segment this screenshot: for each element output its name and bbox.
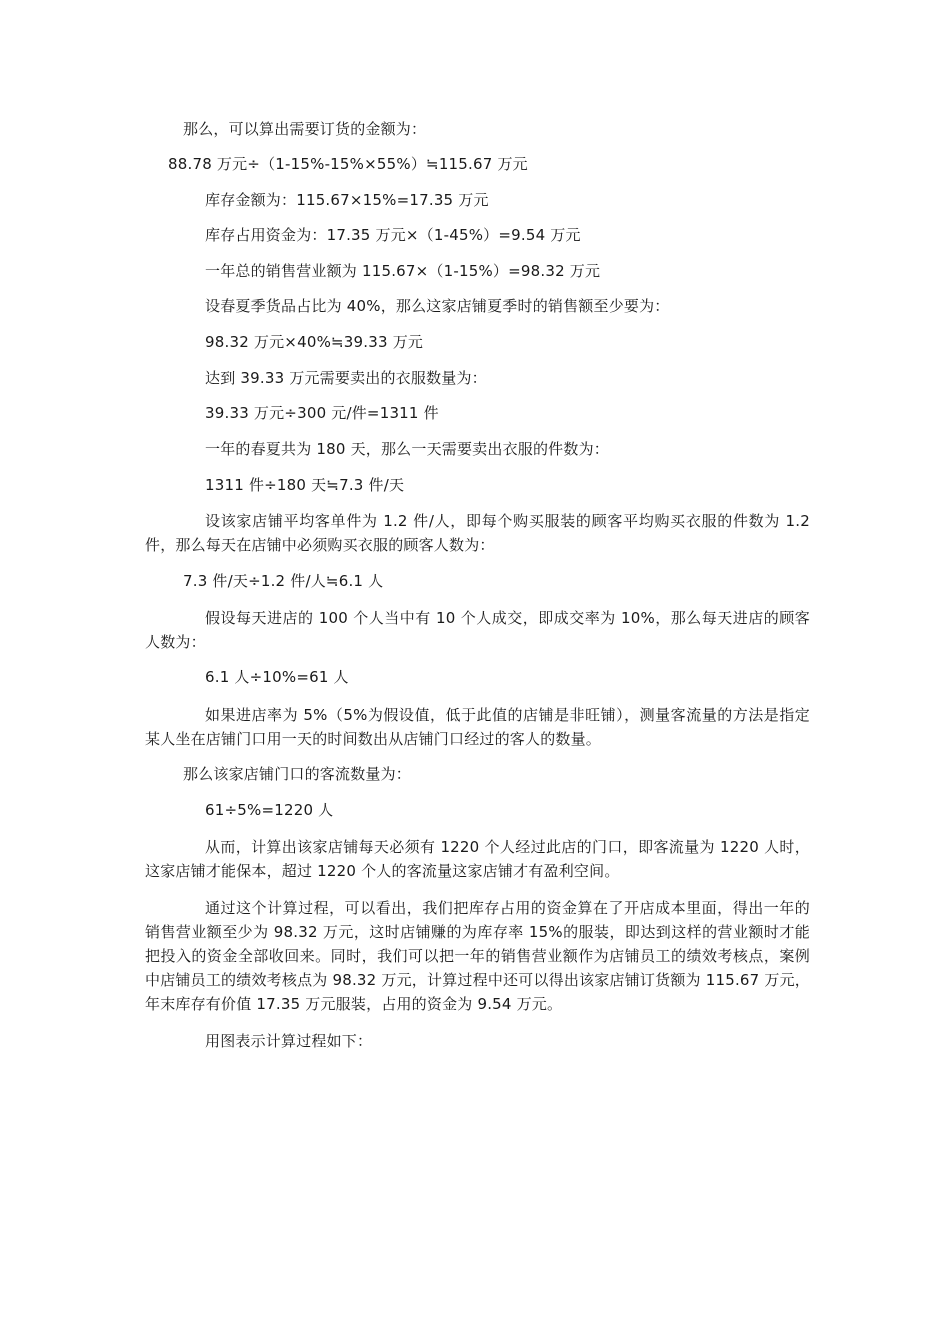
text-line: 一年总的销售营业额为 115.67×（1-15%）=98.32 万元 <box>205 262 601 280</box>
formula-line: 61÷5%=1220 人 <box>205 801 334 819</box>
text-line: 一年的春夏共为 180 天，那么一天需要卖出衣服的件数为： <box>205 440 609 458</box>
paragraph: 假设每天进店的 100 个人当中有 10 个人成交，即成交率为 10%，那么每天进店的顾客人数为： <box>145 609 810 651</box>
paragraph: 从而，计算出该家店铺每天必须有 1220 个人经过此店的门口，即客流量为 1220 人时，这家店铺才能保本，超过 1220 个人的客流量这家店铺才有盈利空间。 <box>145 838 810 880</box>
text-line: 达到 39.33 万元需要卖出的衣服数量为： <box>205 369 487 387</box>
text-line: 库存占用资金为：17.35 万元×（1-45%）=9.54 万元 <box>205 226 581 244</box>
paragraph: 设该家店铺平均客单件为 1.2 件/人，即每个购买服装的顾客平均购买衣服的件数为 1.2 件，那么每天在店铺中必须购买衣服的顾客人数为： <box>145 512 810 554</box>
formula-line: 7.3 件/天÷1.2 件/人≒6.1 人 <box>183 572 384 590</box>
text-line: 那么该家店铺门口的客流数量为： <box>183 765 412 783</box>
text-line: 库存金额为：115.67×15%=17.35 万元 <box>205 191 489 209</box>
paragraph: 通过这个计算过程，可以看出，我们把库存占用的资金算在了开店成本里面，得出一年的销售营业额至少为 98.32 万元，这时店铺赚的为库存率 15%的服装，即达到这样的营业额时才能把投入的资金全部收回来。同时，我们可以把一年的销售营业额作为店铺员工的绩效考核点，案例中店铺员工的绩效考核点为 98.32 万元，计算过程中还可以得出该家店铺订货额为 115.67 万元，年末库存有价值 17.35 万元服装，占用的资金为 9.54 万元。 <box>145 899 810 1013</box>
text-line: 那么，可以算出需要订货的金额为： <box>183 120 427 138</box>
formula-line: 1311 件÷180 天≒7.3 件/天 <box>205 476 405 494</box>
formula-line: 88.78 万元÷（1-15%-15%×55%）≒115.67 万元 <box>168 155 528 173</box>
formula-line: 98.32 万元×40%≒39.33 万元 <box>205 333 424 351</box>
paragraph: 如果进店率为 5%（5%为假设值，低于此值的店铺是非旺铺），测量客流量的方法是指定某人坐在店铺门口用一天的时间数出从店铺门口经过的客人的数量。 <box>145 706 810 748</box>
text-line: 设春夏季货品占比为 40%，那么这家店铺夏季时的销售额至少要为： <box>205 297 670 315</box>
text-line: 用图表示计算过程如下： <box>205 1032 373 1050</box>
formula-line: 6.1 人÷10%=61 人 <box>205 668 349 686</box>
formula-line: 39.33 万元÷300 元/件=1311 件 <box>205 404 439 422</box>
